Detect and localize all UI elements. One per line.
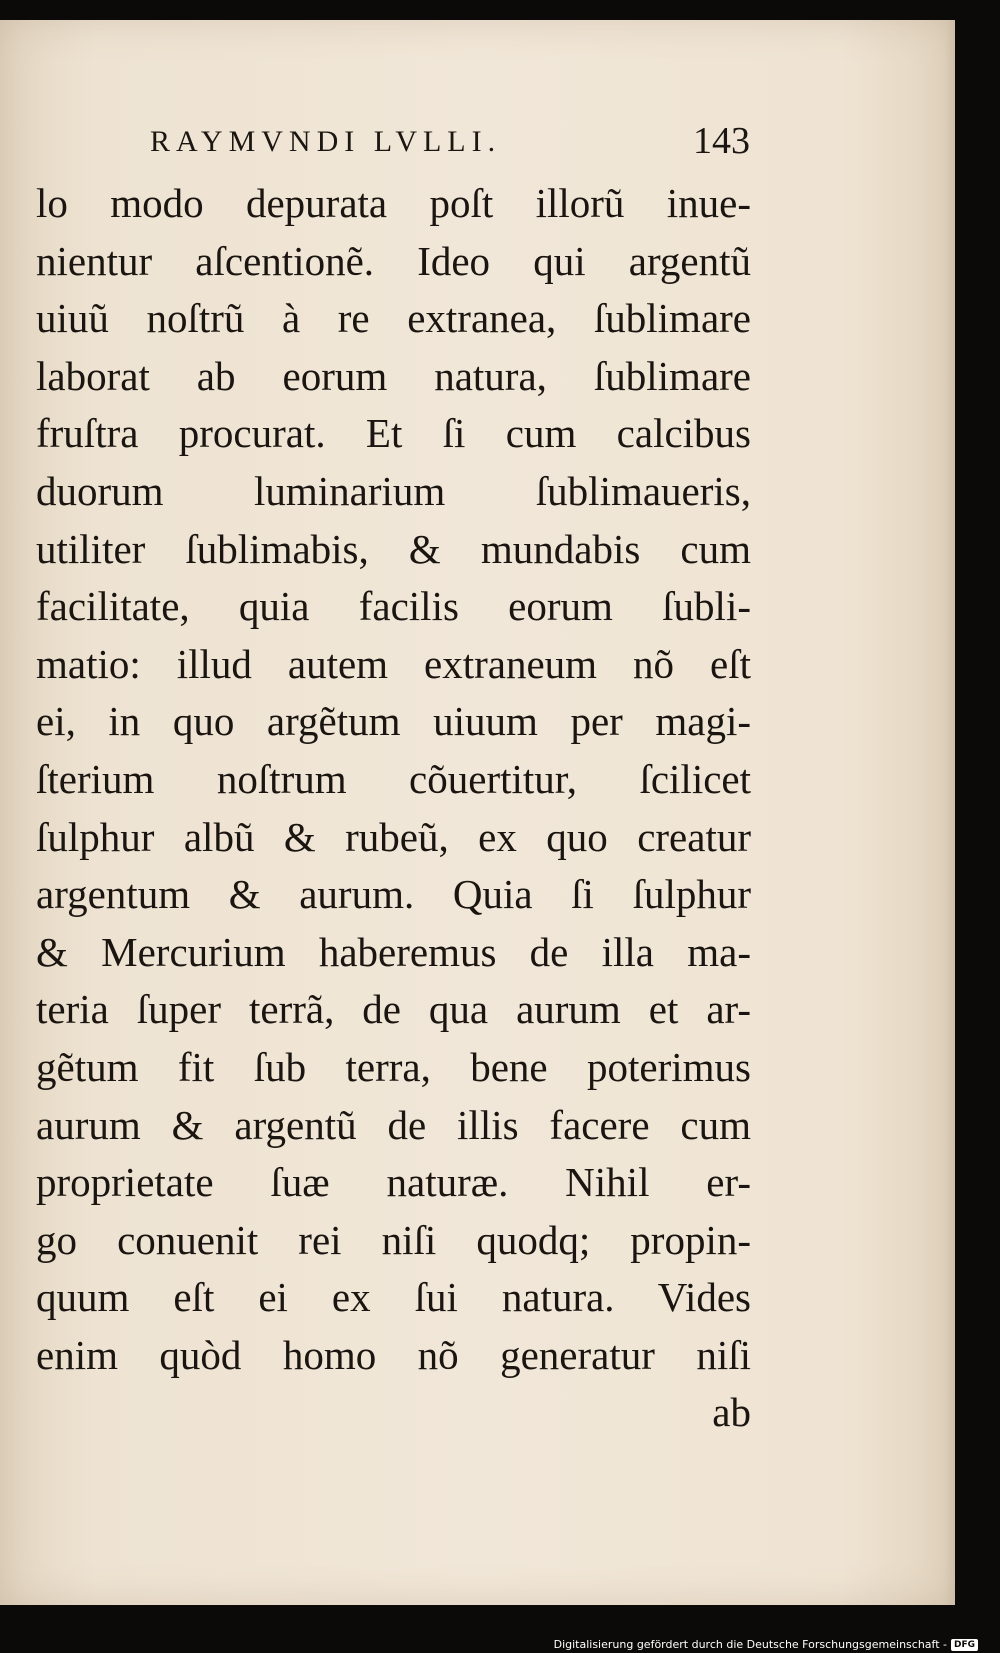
page-number: 143 bbox=[693, 120, 750, 162]
text-line: enim quòd homo nõ generatur niſi bbox=[36, 1331, 751, 1378]
text-line: matio: illud autem extraneum nõ eſt bbox=[36, 640, 751, 687]
text-line: & Mercurium haberemus de illa ma- bbox=[36, 928, 751, 975]
text-line: aurum & argentũ de illis facere cum bbox=[36, 1101, 751, 1148]
text-line: ei, in quo argẽtum uiuum per magi- bbox=[36, 698, 751, 745]
text-line: gẽtum fit ſub terra, bene poterimus bbox=[36, 1043, 751, 1090]
text-line: ſulphur albũ & rubeũ, ex quo creatur bbox=[36, 813, 751, 860]
funding-note-text: Digitalisierung gefördert durch die Deutsche Forschungsgemeinschaft - bbox=[553, 1638, 947, 1651]
text-line: laborat ab eorum natura, ſublimare bbox=[36, 352, 751, 399]
text-line: facilitate, quia facilis eorum ſubli- bbox=[36, 583, 751, 630]
dfg-logo: DFG bbox=[951, 1639, 978, 1651]
text-line: quum eſt ei ex ſui natura. Vides bbox=[36, 1274, 751, 1321]
text-line: argentum & aurum. Quia ſi ſulphur bbox=[36, 871, 751, 918]
text-line: ſterium noſtrum cõuertitur, ſcilicet bbox=[36, 755, 751, 802]
text-line: utiliter ſublimabis, & mundabis cum bbox=[36, 525, 751, 572]
text-line: go conuenit rei niſi quodq; propin- bbox=[36, 1216, 751, 1263]
running-head-title: RAYMVNDI LVLLI. bbox=[150, 125, 502, 158]
text-line: teria ſuper terrã, de qua aurum et ar- bbox=[36, 986, 751, 1033]
text-line: uiuũ noſtrũ à re extranea, ſublimare bbox=[36, 295, 751, 342]
text-line: nientur aſcentionẽ. Ideo qui argentũ bbox=[36, 237, 751, 284]
text-line: lo modo depurata poſt illorũ inue- bbox=[36, 180, 751, 226]
catchword: ab bbox=[712, 1389, 751, 1436]
text-line: fruſtra procurat. Et ſi cum calcibus bbox=[36, 410, 751, 457]
book-page bbox=[0, 20, 955, 1605]
funding-note bbox=[554, 1638, 978, 1651]
text-line: duorum luminarium ſublimaueris, bbox=[36, 467, 751, 514]
text-line: proprietate ſuæ naturæ. Nihil er- bbox=[36, 1159, 751, 1206]
scan-background-edge bbox=[955, 0, 1000, 1653]
text-block bbox=[36, 175, 751, 1442]
running-head bbox=[150, 115, 750, 165]
